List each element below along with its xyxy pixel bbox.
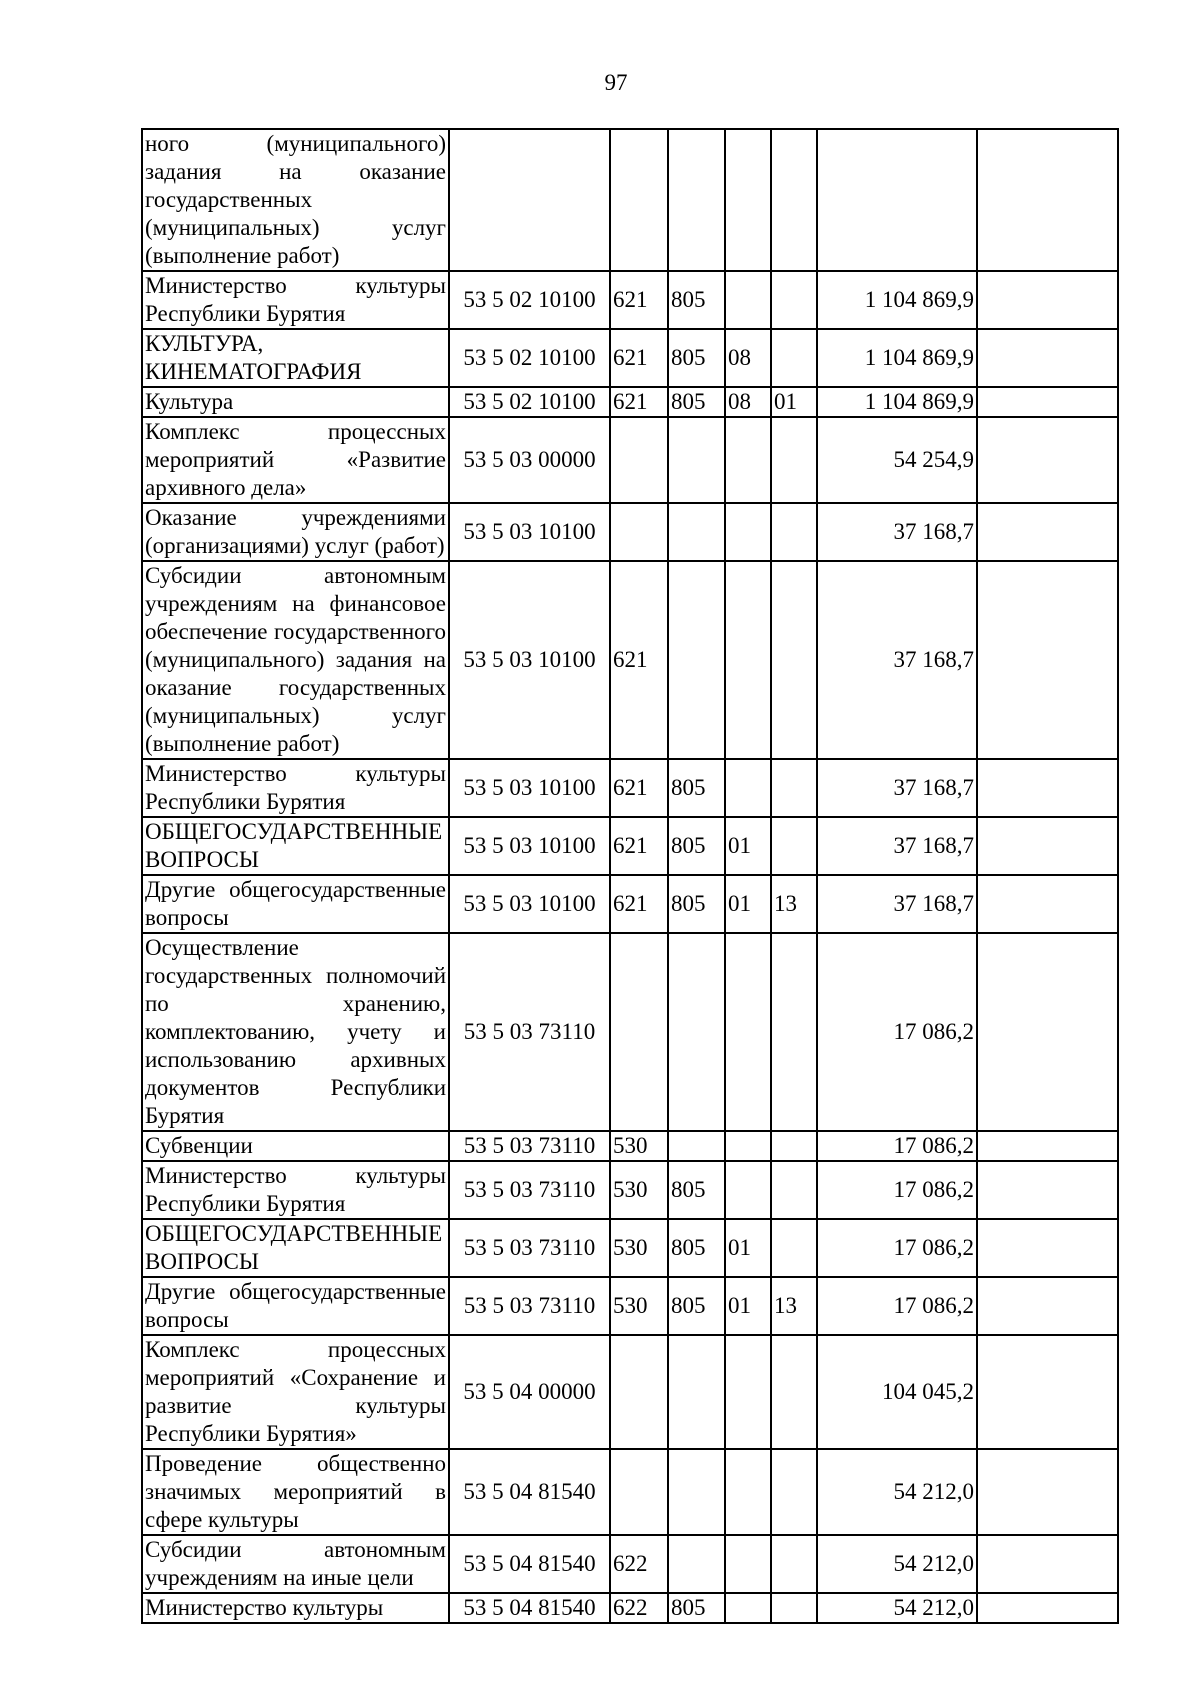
- empty-cell: [977, 387, 1118, 417]
- item-name-cell: Другие общегосударственные вопросы: [142, 1277, 449, 1335]
- empty-cell: [977, 759, 1118, 817]
- empty-cell: [977, 1593, 1118, 1623]
- expense-type-cell: 530: [610, 1277, 668, 1335]
- subsection-code-cell: [771, 503, 817, 561]
- amount-cell: 1 104 869,9: [817, 387, 977, 417]
- expense-type-cell: 621: [610, 561, 668, 759]
- table-row: [142, 817, 1118, 875]
- department-code-cell: [668, 1335, 725, 1449]
- amount-cell: 37 168,7: [817, 561, 977, 759]
- amount-cell: 54 212,0: [817, 1449, 977, 1535]
- item-name-cell: Субсидии автономным учреждениям на иные цели: [142, 1535, 449, 1593]
- department-code-cell: [668, 129, 725, 271]
- section-code-cell: 01: [725, 1277, 771, 1335]
- target-code-cell: 53 5 03 73110: [449, 933, 610, 1131]
- section-code-cell: [725, 1131, 771, 1161]
- section-code-cell: [725, 503, 771, 561]
- empty-cell: [977, 271, 1118, 329]
- expense-type-cell: [610, 129, 668, 271]
- expense-type-cell: 622: [610, 1535, 668, 1593]
- table-row: [142, 417, 1118, 503]
- subsection-code-cell: [771, 561, 817, 759]
- subsection-code-cell: [771, 271, 817, 329]
- table-row: [142, 329, 1118, 387]
- department-code-cell: 805: [668, 387, 725, 417]
- amount-cell: 54 212,0: [817, 1593, 977, 1623]
- target-code-cell: 53 5 04 00000: [449, 1335, 610, 1449]
- expense-type-cell: 621: [610, 329, 668, 387]
- subsection-code-cell: [771, 1219, 817, 1277]
- department-code-cell: 805: [668, 1161, 725, 1219]
- subsection-code-cell: [771, 759, 817, 817]
- target-code-cell: 53 5 03 73110: [449, 1219, 610, 1277]
- target-code-cell: [449, 129, 610, 271]
- empty-cell: [977, 1219, 1118, 1277]
- target-code-cell: 53 5 03 73110: [449, 1161, 610, 1219]
- target-code-cell: 53 5 03 73110: [449, 1131, 610, 1161]
- table-row: [142, 1593, 1118, 1623]
- empty-cell: [977, 1335, 1118, 1449]
- table-row: [142, 271, 1118, 329]
- target-code-cell: 53 5 03 10100: [449, 875, 610, 933]
- section-code-cell: [725, 1161, 771, 1219]
- expense-type-cell: 621: [610, 817, 668, 875]
- department-code-cell: 805: [668, 1593, 725, 1623]
- section-code-cell: [725, 1535, 771, 1593]
- empty-cell: [977, 417, 1118, 503]
- target-code-cell: 53 5 03 73110: [449, 1277, 610, 1335]
- target-code-cell: 53 5 04 81540: [449, 1449, 610, 1535]
- subsection-code-cell: 13: [771, 875, 817, 933]
- item-name-cell: Субвенции: [142, 1131, 449, 1161]
- department-code-cell: 805: [668, 1219, 725, 1277]
- expense-type-cell: [610, 933, 668, 1131]
- section-code-cell: [725, 561, 771, 759]
- item-name-cell: Комплекс процессных мероприятий «Развитие архивного дела»: [142, 417, 449, 503]
- section-code-cell: [725, 1335, 771, 1449]
- expense-type-cell: [610, 1449, 668, 1535]
- subsection-code-cell: [771, 1161, 817, 1219]
- item-name-cell: Проведение общественно значимых мероприятий в сфере культуры: [142, 1449, 449, 1535]
- expense-type-cell: [610, 1335, 668, 1449]
- amount-cell: 54 212,0: [817, 1535, 977, 1593]
- expense-type-cell: 530: [610, 1131, 668, 1161]
- section-code-cell: 01: [725, 1219, 771, 1277]
- amount-cell: [817, 129, 977, 271]
- amount-cell: 54 254,9: [817, 417, 977, 503]
- table-row: [142, 1219, 1118, 1277]
- subsection-code-cell: [771, 417, 817, 503]
- table-row: [142, 933, 1118, 1131]
- amount-cell: 104 045,2: [817, 1335, 977, 1449]
- amount-cell: 37 168,7: [817, 503, 977, 561]
- empty-cell: [977, 1131, 1118, 1161]
- empty-cell: [977, 933, 1118, 1131]
- subsection-code-cell: [771, 1131, 817, 1161]
- target-code-cell: 53 5 03 00000: [449, 417, 610, 503]
- item-name-cell: Оказание учреждениями (организациями) услуг (работ): [142, 503, 449, 561]
- department-code-cell: [668, 417, 725, 503]
- section-code-cell: [725, 759, 771, 817]
- expense-type-cell: 621: [610, 759, 668, 817]
- empty-cell: [977, 817, 1118, 875]
- item-name-cell: Министерство культуры Республики Бурятия: [142, 271, 449, 329]
- section-code-cell: 01: [725, 817, 771, 875]
- table-body: [142, 129, 1118, 1623]
- table-row: [142, 1161, 1118, 1219]
- item-name-cell: Комплекс процессных мероприятий «Сохранение и развитие культуры Республики Бурятия»: [142, 1335, 449, 1449]
- subsection-code-cell: [771, 329, 817, 387]
- item-name-cell: Другие общегосударственные вопросы: [142, 875, 449, 933]
- expense-type-cell: [610, 503, 668, 561]
- table-row: [142, 561, 1118, 759]
- expense-type-cell: 621: [610, 387, 668, 417]
- amount-cell: 17 086,2: [817, 1131, 977, 1161]
- item-name-cell: Культура: [142, 387, 449, 417]
- section-code-cell: [725, 129, 771, 271]
- table-row: [142, 1277, 1118, 1335]
- target-code-cell: 53 5 03 10100: [449, 561, 610, 759]
- page-number: 97: [604, 70, 628, 95]
- department-code-cell: [668, 503, 725, 561]
- subsection-code-cell: [771, 933, 817, 1131]
- department-code-cell: 805: [668, 759, 725, 817]
- item-name-cell: КУЛЬТУРА, КИНЕМАТОГРАФИЯ: [142, 329, 449, 387]
- table-row: [142, 503, 1118, 561]
- item-name-cell: Министерство культуры Республики Бурятия: [142, 1161, 449, 1219]
- amount-cell: 1 104 869,9: [817, 329, 977, 387]
- expense-type-cell: 621: [610, 271, 668, 329]
- section-code-cell: [725, 417, 771, 503]
- amount-cell: 17 086,2: [817, 1161, 977, 1219]
- subsection-code-cell: [771, 1535, 817, 1593]
- department-code-cell: 805: [668, 817, 725, 875]
- amount-cell: 17 086,2: [817, 1277, 977, 1335]
- budget-table: [141, 128, 1119, 1624]
- department-code-cell: [668, 1131, 725, 1161]
- empty-cell: [977, 1449, 1118, 1535]
- section-code-cell: [725, 933, 771, 1131]
- table-row: [142, 1131, 1118, 1161]
- section-code-cell: [725, 1593, 771, 1623]
- empty-cell: [977, 1161, 1118, 1219]
- department-code-cell: [668, 933, 725, 1131]
- empty-cell: [977, 875, 1118, 933]
- item-name-cell: Министерство культуры: [142, 1593, 449, 1623]
- subsection-code-cell: 01: [771, 387, 817, 417]
- section-code-cell: [725, 1449, 771, 1535]
- empty-cell: [977, 129, 1118, 271]
- subsection-code-cell: [771, 1335, 817, 1449]
- amount-cell: 37 168,7: [817, 759, 977, 817]
- department-code-cell: 805: [668, 329, 725, 387]
- section-code-cell: [725, 271, 771, 329]
- department-code-cell: 805: [668, 271, 725, 329]
- target-code-cell: 53 5 02 10100: [449, 271, 610, 329]
- expense-type-cell: 621: [610, 875, 668, 933]
- expense-type-cell: [610, 417, 668, 503]
- department-code-cell: 805: [668, 1277, 725, 1335]
- empty-cell: [977, 1277, 1118, 1335]
- table-row: [142, 387, 1118, 417]
- item-name-cell: Министерство культуры Республики Бурятия: [142, 759, 449, 817]
- item-name-cell: ОБЩЕГОСУДАРСТВЕННЫЕ ВОПРОСЫ: [142, 817, 449, 875]
- amount-cell: 17 086,2: [817, 1219, 977, 1277]
- table-row: [142, 1535, 1118, 1593]
- amount-cell: 37 168,7: [817, 817, 977, 875]
- subsection-code-cell: [771, 817, 817, 875]
- expense-type-cell: 622: [610, 1593, 668, 1623]
- amount-cell: 17 086,2: [817, 933, 977, 1131]
- subsection-code-cell: 13: [771, 1277, 817, 1335]
- empty-cell: [977, 561, 1118, 759]
- subsection-code-cell: [771, 1449, 817, 1535]
- section-code-cell: 08: [725, 387, 771, 417]
- expense-type-cell: 530: [610, 1219, 668, 1277]
- department-code-cell: 805: [668, 875, 725, 933]
- section-code-cell: 01: [725, 875, 771, 933]
- item-name-cell: Субсидии автономным учреждениям на финансовое обеспечение государственного (муниципального) задания на оказание государственных (муниципальных) услуг (выполнение работ): [142, 561, 449, 759]
- department-code-cell: [668, 561, 725, 759]
- table-row: [142, 875, 1118, 933]
- item-name-cell: ного (муниципального) задания на оказание государственных (муниципальных) услуг (выполнение работ): [142, 129, 449, 271]
- item-name-cell: Осуществление государственных полномочий по хранению, комплектованию, учету и использованию архивных документов Республики Бурятия: [142, 933, 449, 1131]
- department-code-cell: [668, 1535, 725, 1593]
- department-code-cell: [668, 1449, 725, 1535]
- table-row: [142, 1449, 1118, 1535]
- amount-cell: 37 168,7: [817, 875, 977, 933]
- amount-cell: 1 104 869,9: [817, 271, 977, 329]
- item-name-cell: ОБЩЕГОСУДАРСТВЕННЫЕ ВОПРОСЫ: [142, 1219, 449, 1277]
- target-code-cell: 53 5 04 81540: [449, 1535, 610, 1593]
- empty-cell: [977, 1535, 1118, 1593]
- subsection-code-cell: [771, 129, 817, 271]
- target-code-cell: 53 5 03 10100: [449, 759, 610, 817]
- empty-cell: [977, 329, 1118, 387]
- table-row: [142, 759, 1118, 817]
- target-code-cell: 53 5 02 10100: [449, 329, 610, 387]
- empty-cell: [977, 503, 1118, 561]
- expense-type-cell: 530: [610, 1161, 668, 1219]
- target-code-cell: 53 5 04 81540: [449, 1593, 610, 1623]
- target-code-cell: 53 5 02 10100: [449, 387, 610, 417]
- table-row: [142, 129, 1118, 271]
- section-code-cell: 08: [725, 329, 771, 387]
- target-code-cell: 53 5 03 10100: [449, 817, 610, 875]
- subsection-code-cell: [771, 1593, 817, 1623]
- target-code-cell: 53 5 03 10100: [449, 503, 610, 561]
- table-row: [142, 1335, 1118, 1449]
